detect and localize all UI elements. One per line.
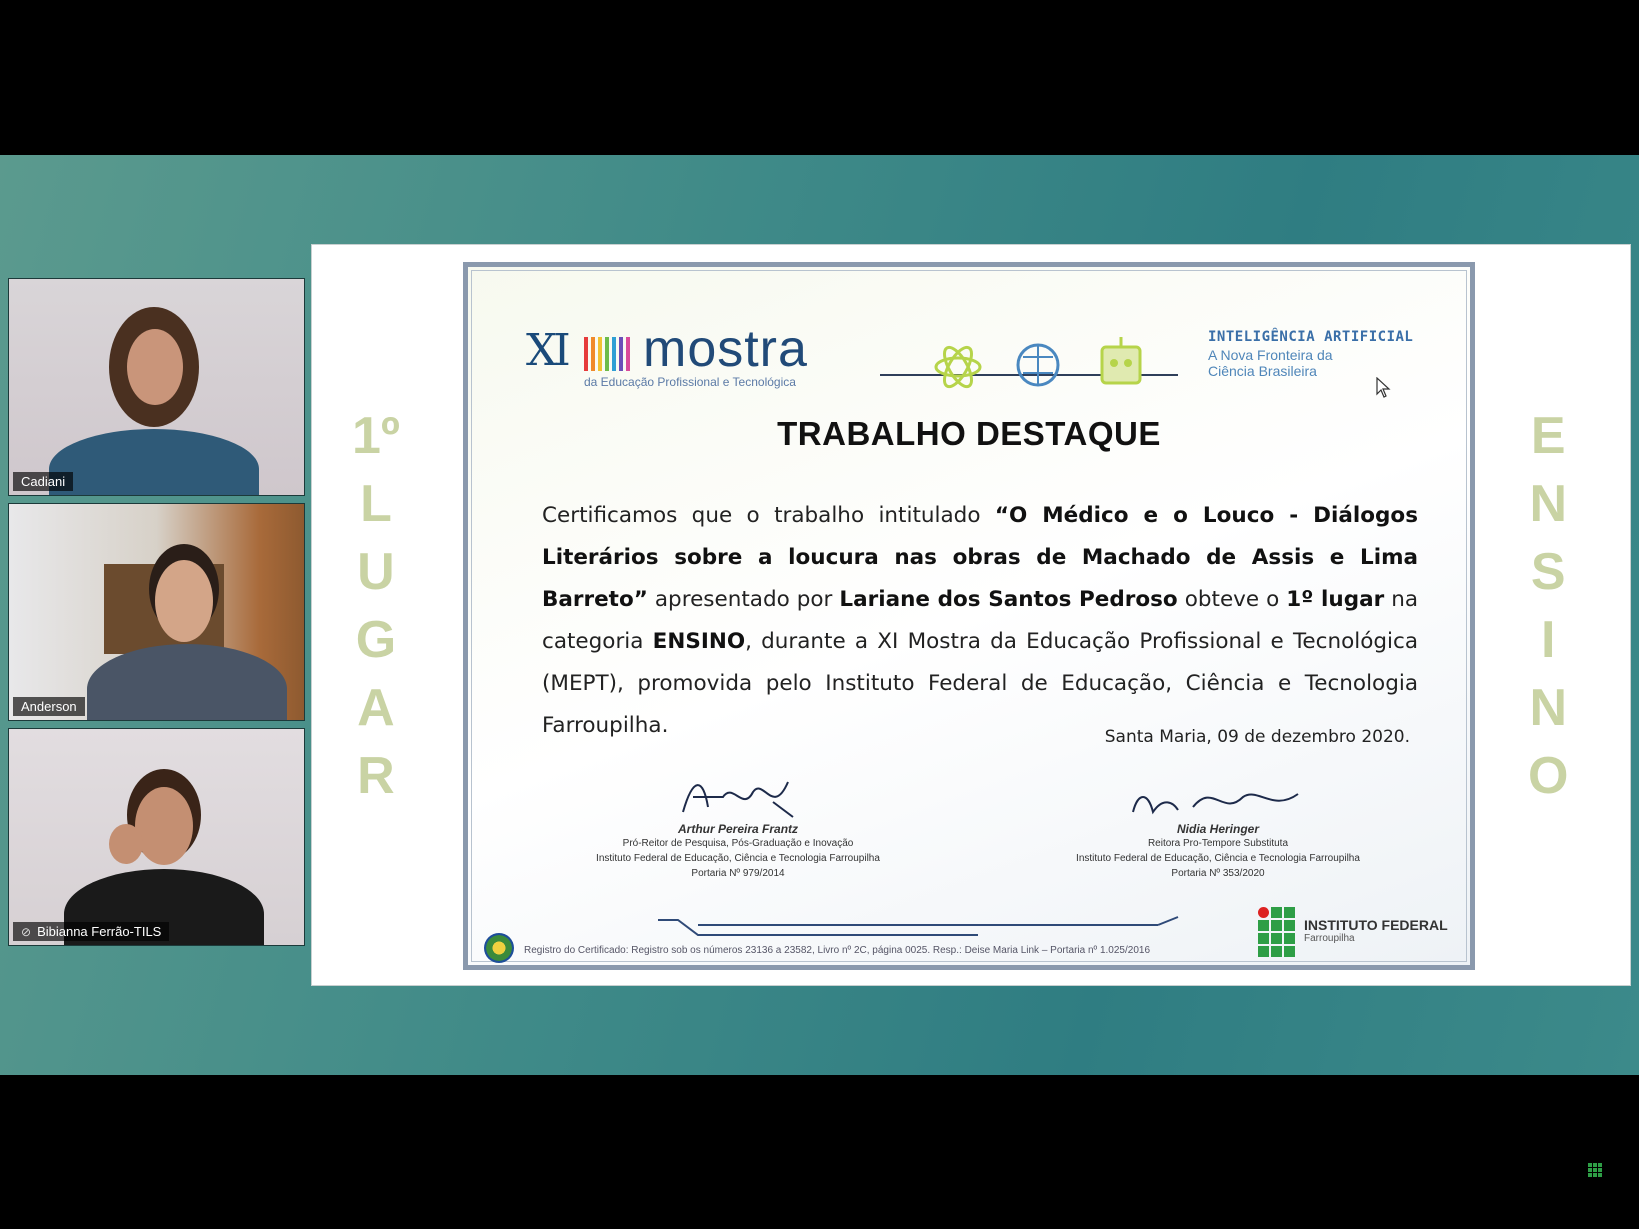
brazil-coat-of-arms-icon (484, 933, 514, 963)
atom-icon (936, 343, 980, 390)
participant-name-label: Anderson (13, 697, 85, 716)
institution-logo-sub: Farroupilha (1304, 933, 1355, 944)
mostra-logo-xi: XI (526, 325, 567, 376)
signature-left (548, 772, 928, 881)
signer-ordinance: Portaria Nº 979/2014 (691, 868, 785, 879)
side-letter: R (357, 747, 395, 805)
participant-name-label: Cadiani (13, 472, 73, 491)
certificate-body (542, 495, 1418, 747)
participant-name-label (13, 922, 169, 941)
mostra-logo-subtitle: da Educação Profissional e Tecnológica (584, 375, 796, 389)
signature-right (1028, 772, 1408, 881)
side-letter: U (357, 543, 395, 601)
ai-theme-line1: A Nova Fronteira da (1208, 347, 1333, 363)
side-label-category (1528, 402, 1568, 810)
signer-name: Arthur Pereira Frantz (677, 822, 799, 836)
participant-name-text: Bibianna Ferrão-TILS (37, 924, 162, 939)
participant-face (135, 787, 193, 865)
handwritten-signature (663, 772, 813, 822)
robot-icon (1102, 337, 1140, 383)
award-place: 1º lugar (1286, 587, 1385, 612)
mouse-cursor-icon (1376, 377, 1392, 399)
signer-role: Reitora Pro-Tempore Substituta (1147, 838, 1289, 849)
institution-logo-name: INSTITUTO FEDERAL (1304, 917, 1448, 933)
mostra-logo-stripes (584, 337, 630, 371)
body-text: Certificamos que o trabalho intitulado (542, 503, 995, 528)
body-text: , durante a XI Mostra da Educação Profissional e Tecnológica (MEPT), promovida pelo Instituto Federal de Educação, Ciência e Tecnologia Farroupilha. (542, 629, 1418, 738)
signer-institution: Instituto Federal de Educação, Ciência e Tecnologia Farroupilha (596, 853, 880, 864)
video-tile-bibianna[interactable] (8, 728, 305, 946)
signer-role: Pró-Reitor de Pesquisa, Pós-Graduação e Inovação (622, 838, 854, 849)
certificate-date: Santa Maria, 09 de dezembro 2020. (1104, 727, 1410, 747)
brain-icon (1018, 345, 1058, 385)
side-letter: N (1529, 475, 1567, 533)
app-logo-icon (1588, 1163, 1602, 1177)
side-letter: A (357, 679, 395, 737)
award-category: ENSINO (652, 629, 746, 654)
mostra-logo-word: mostra (643, 320, 808, 378)
signer-name: Nidia Heringer (1176, 822, 1260, 836)
ai-icons-strip (878, 325, 1198, 405)
author-name: Lariane dos Santos Pedroso (839, 587, 1178, 612)
handwritten-signature (1123, 772, 1313, 822)
instituto-federal-logo-icon (1258, 907, 1295, 957)
ai-theme-title: INTELIGÊNCIA ARTIFICIAL (1208, 329, 1414, 345)
certificate (463, 262, 1475, 970)
signer-ordinance: Portaria Nº 353/2020 (1171, 868, 1265, 879)
certificate-registry: Registro do Certificado: Registro sob os números 23136 a 23582, Livro nº 2C, página 0025. Resp.: Deise Maria Link – Portaria nº 1.025/2016 (524, 945, 1151, 956)
side-letter: S (1530, 543, 1566, 601)
footer-circuit-lines (658, 915, 1218, 945)
ai-theme-line2: Ciência Brasileira (1208, 363, 1317, 379)
body-text: apresentado por (647, 587, 840, 612)
video-tile-cadiani[interactable] (8, 278, 305, 496)
side-letter: L (360, 475, 392, 533)
video-tile-anderson[interactable] (8, 503, 305, 721)
side-label-place (352, 402, 400, 810)
participant-face (127, 329, 183, 405)
signing-hand (109, 824, 143, 864)
work-title: “O Médico e o Louco - Diálogos Literários sobre a loucura nas obras de Machado de Assis e Lima Barreto” (542, 503, 1418, 612)
side-letter: G (355, 611, 397, 669)
side-letter: E (1530, 407, 1566, 465)
body-text: na categoria (542, 587, 1419, 654)
side-letter: I (1541, 611, 1556, 669)
side-letter: O (1528, 747, 1569, 805)
participant-face (155, 560, 213, 642)
signer-institution: Instituto Federal de Educação, Ciência e Tecnologia Farroupilha (1076, 853, 1360, 864)
mic-off-icon: ⊘ (21, 925, 32, 939)
side-letter: 1º (352, 407, 400, 465)
certificate-title: TRABALHO DESTAQUE (777, 415, 1161, 452)
body-text: obteve o (1177, 587, 1287, 612)
side-letter: N (1529, 679, 1567, 737)
